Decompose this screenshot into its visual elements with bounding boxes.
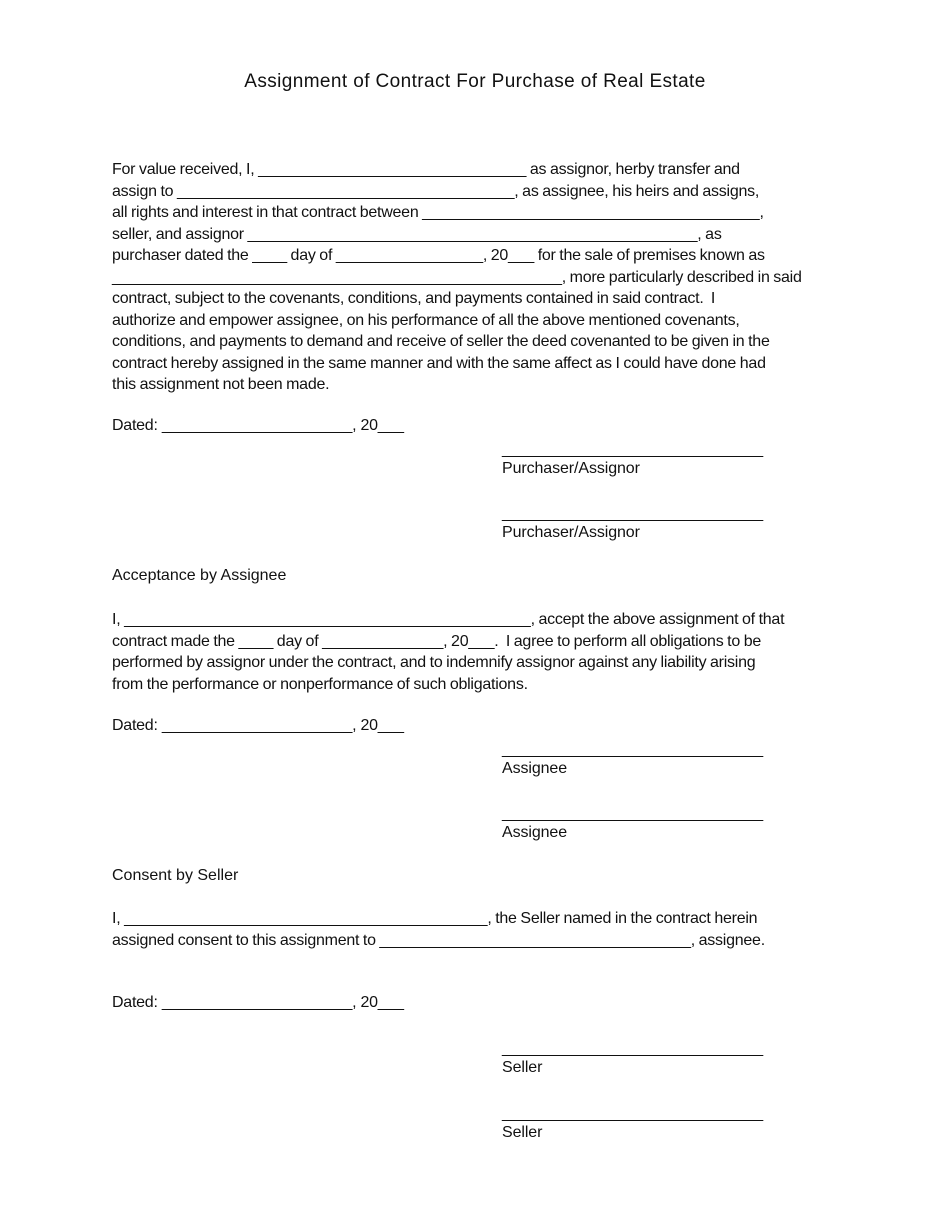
signature-label: Purchaser/Assignor <box>502 460 640 477</box>
acceptance-dated-line: Dated: ______________________, 20___ <box>112 717 404 734</box>
paragraph-line: assign to _______________________________________, as assignee, his heirs and assigns, <box>112 182 760 200</box>
consent-heading: Consent by Seller <box>112 867 239 884</box>
paragraph-line: all rights and interest in that contract between _______________________________________, <box>112 204 764 221</box>
signature-line: ______________________________ <box>502 741 763 758</box>
signature-line: ______________________________ <box>502 441 763 458</box>
signature-line: ______________________________ <box>502 1105 763 1122</box>
signature-line: ______________________________ <box>502 805 763 822</box>
paragraph-line: from the performance or nonperformance of such obligations. <box>112 675 528 693</box>
paragraph-line: authorize and empower assignee, on his performance of all the above mentioned covenants, <box>112 311 740 329</box>
assignment-paragraph <box>112 159 872 396</box>
acceptance-heading: Acceptance by Assignee <box>112 567 287 584</box>
paragraph-line: this assignment not been made. <box>112 376 330 393</box>
signature-line: ______________________________ <box>502 505 763 522</box>
document-title: Assignment of Contract For Purchase of Real Estate <box>244 71 706 92</box>
paragraph-line: seller, and assignor ____________________________________________________, as <box>112 225 722 243</box>
paragraph-line: I, _______________________________________________, accept the above assignment of that <box>112 611 785 628</box>
acceptance-paragraph <box>112 609 872 695</box>
paragraph-line: purchaser dated the ____ day of _________________, 20___ for the sale of premises known as <box>112 247 765 264</box>
paragraph-line: contract hereby assigned in the same manner and with the same affect as I could have done had <box>112 354 766 372</box>
signature-label: Assignee <box>502 760 568 777</box>
paragraph-line: contract, subject to the covenants, conditions, and payments contained in said contract. I <box>112 290 716 307</box>
consent-dated-line: Dated: ______________________, 20___ <box>112 994 404 1011</box>
signature-label: Assignee <box>502 824 568 841</box>
paragraph-line: For value received, I, _______________________________ as assignor, herby transfer and <box>112 161 740 178</box>
signature-line: ______________________________ <box>502 1040 763 1057</box>
paragraph-line: assigned consent to this assignment to ____________________________________, assignee. <box>112 931 765 949</box>
signature-label: Seller <box>502 1059 543 1076</box>
signature-label: Purchaser/Assignor <box>502 524 640 541</box>
assignment-dated-line: Dated: ______________________, 20___ <box>112 417 404 434</box>
consent-paragraph <box>112 908 872 951</box>
signature-label: Seller <box>502 1124 543 1141</box>
paragraph-line: ____________________________________________________, more particularly described in said <box>112 268 802 286</box>
paragraph-line: conditions, and payments to demand and receive of seller the deed covenanted to be given in the <box>112 333 770 350</box>
paragraph-line: performed by assignor under the contract, and to indemnify assignor against any liability arising <box>112 654 756 671</box>
paragraph-line: contract made the ____ day of ______________, 20___. I agree to perform all obligations to be <box>112 632 761 650</box>
paragraph-line: I, __________________________________________, the Seller named in the contract herein <box>112 910 758 927</box>
